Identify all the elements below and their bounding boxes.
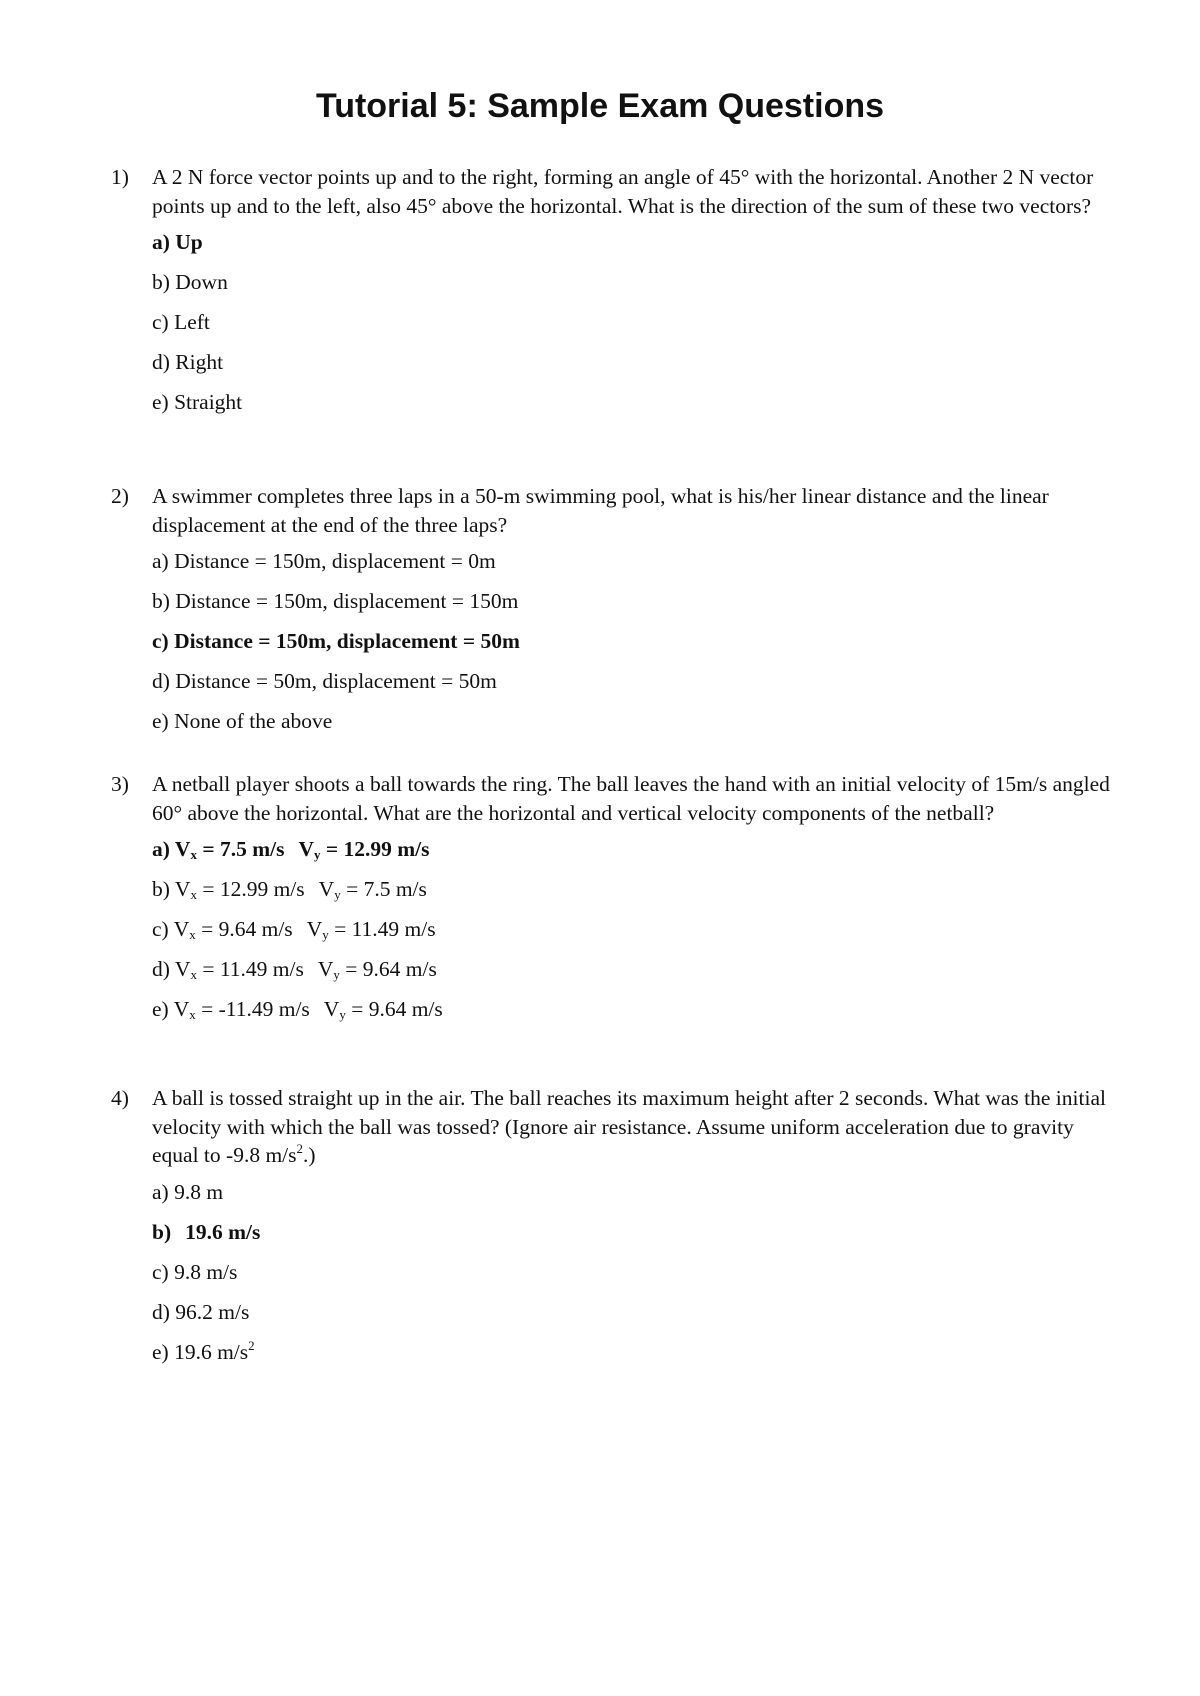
answer-option: d) Distance = 50m, displacement = 50m — [152, 669, 497, 693]
vx-value: = 7.5 m/s — [202, 837, 285, 861]
option-letter: c) — [152, 917, 169, 941]
superscript: 2 — [296, 1141, 304, 1156]
question-number: 2) — [111, 484, 129, 508]
velocity-symbol: V — [298, 837, 314, 861]
option-label: e) 19.6 m/s — [152, 1339, 249, 1364]
velocity-symbol: V — [173, 997, 190, 1021]
option-letter: b) — [152, 1219, 172, 1244]
question-2 — [111, 482, 1111, 747]
velocity-symbol: V — [174, 877, 191, 901]
question-3 — [111, 770, 1111, 1035]
question-number: 1) — [111, 165, 129, 189]
superscript: 2 — [248, 1337, 255, 1353]
answer-option: d) Right — [152, 350, 224, 374]
question-number: 4) — [111, 1086, 129, 1110]
x-subscript: x — [189, 1007, 196, 1022]
velocity-symbol: V — [174, 957, 191, 981]
answer-option: a) 9.8 m — [152, 1179, 224, 1204]
answer-option — [152, 955, 1111, 995]
velocity-symbol: V — [323, 997, 340, 1021]
velocity-symbol: V — [306, 917, 323, 941]
answer-options — [111, 547, 1111, 747]
y-subscript: y — [339, 1007, 346, 1022]
answer-option: e) None of the above — [152, 709, 333, 733]
question-text — [152, 1086, 1106, 1167]
x-subscript: x — [190, 887, 197, 902]
answer-option: a) Distance = 150m, displacement = 0m — [152, 549, 496, 573]
vy-value: = 11.49 m/s — [334, 917, 436, 941]
velocity-symbol: V — [173, 917, 190, 941]
option-letter: a) — [152, 837, 170, 861]
question-stem — [111, 1084, 1111, 1170]
vx-value: = 9.64 m/s — [201, 917, 293, 941]
question-text: A swimmer completes three laps in a 50-m swimming pool, what is his/her linear distance and the linear displacement at the end of the three laps? — [152, 484, 1049, 537]
vy-value: = 9.64 m/s — [351, 997, 443, 1021]
answer-options — [111, 1178, 1111, 1378]
question-stem — [111, 770, 1111, 827]
velocity-symbol: V — [174, 837, 191, 861]
vy-value: = 7.5 m/s — [346, 877, 427, 901]
answer-options — [111, 835, 1111, 1035]
answer-options — [111, 228, 1111, 428]
x-subscript: x — [190, 847, 197, 862]
question-text: A 2 N force vector points up and to the right, forming an angle of 45° with the horizontal. Another 2 N vector points up and to the left, also 45° above the horizontal. What is the direction of the sum of these two vectors? — [152, 165, 1094, 218]
answer-option: c) Left — [152, 310, 210, 334]
question-stem — [111, 163, 1111, 220]
vx-value: = 12.99 m/s — [202, 877, 305, 901]
question-text: A netball player shoots a ball towards the ring. The ball leaves the hand with an initial velocity of 15m/s angled 60° above the horizontal. What are the horizontal and vertical velocity components of the netball? — [152, 772, 1110, 825]
y-subscript: y — [322, 927, 329, 942]
vx-value: = -11.49 m/s — [201, 997, 310, 1021]
question-text-main: A ball is tossed straight up in the air. The ball reaches its maximum height after 2 seconds. What was the initial velocity with which the ball was tossed? (Ignore air resistance. Assume uniform acceleration due to gravity equal to -9.8 m/s — [152, 1086, 1106, 1167]
answer-option — [152, 875, 1111, 915]
question-number: 3) — [111, 772, 129, 796]
velocity-symbol: V — [318, 877, 335, 901]
answer-option — [152, 1338, 1111, 1378]
y-subscript: y — [334, 887, 341, 902]
answer-option — [152, 995, 1111, 1035]
answer-option: b) Distance = 150m, displacement = 150m — [152, 589, 519, 613]
answer-option — [152, 835, 1111, 875]
vy-value: = 12.99 m/s — [325, 837, 430, 861]
question-4 — [111, 1084, 1111, 1378]
option-letter: d) — [152, 957, 170, 981]
y-subscript: y — [333, 967, 340, 982]
vy-value: = 9.64 m/s — [345, 957, 437, 981]
answer-option — [152, 1218, 1111, 1258]
answer-option: d) 96.2 m/s — [152, 1299, 250, 1324]
question-text-end: .) — [303, 1143, 316, 1167]
question-1 — [111, 163, 1111, 428]
answer-option: b) Down — [152, 270, 228, 294]
answer-option: c) 9.8 m/s — [152, 1259, 238, 1284]
answer-option: c) Distance = 150m, displacement = 50m — [152, 629, 520, 653]
x-subscript: x — [189, 927, 196, 942]
answer-option: a) Up — [152, 230, 203, 254]
option-letter: e) — [152, 997, 169, 1021]
vx-value: = 11.49 m/s — [202, 957, 304, 981]
answer-option — [152, 915, 1111, 955]
y-subscript: y — [314, 847, 321, 862]
page-title: Tutorial 5: Sample Exam Questions — [315, 87, 885, 125]
velocity-symbol: V — [317, 957, 334, 981]
option-value: 19.6 m/s — [185, 1219, 261, 1244]
x-subscript: x — [190, 967, 197, 982]
option-letter: b) — [152, 877, 170, 901]
question-stem — [111, 482, 1111, 539]
answer-option: e) Straight — [152, 390, 243, 414]
